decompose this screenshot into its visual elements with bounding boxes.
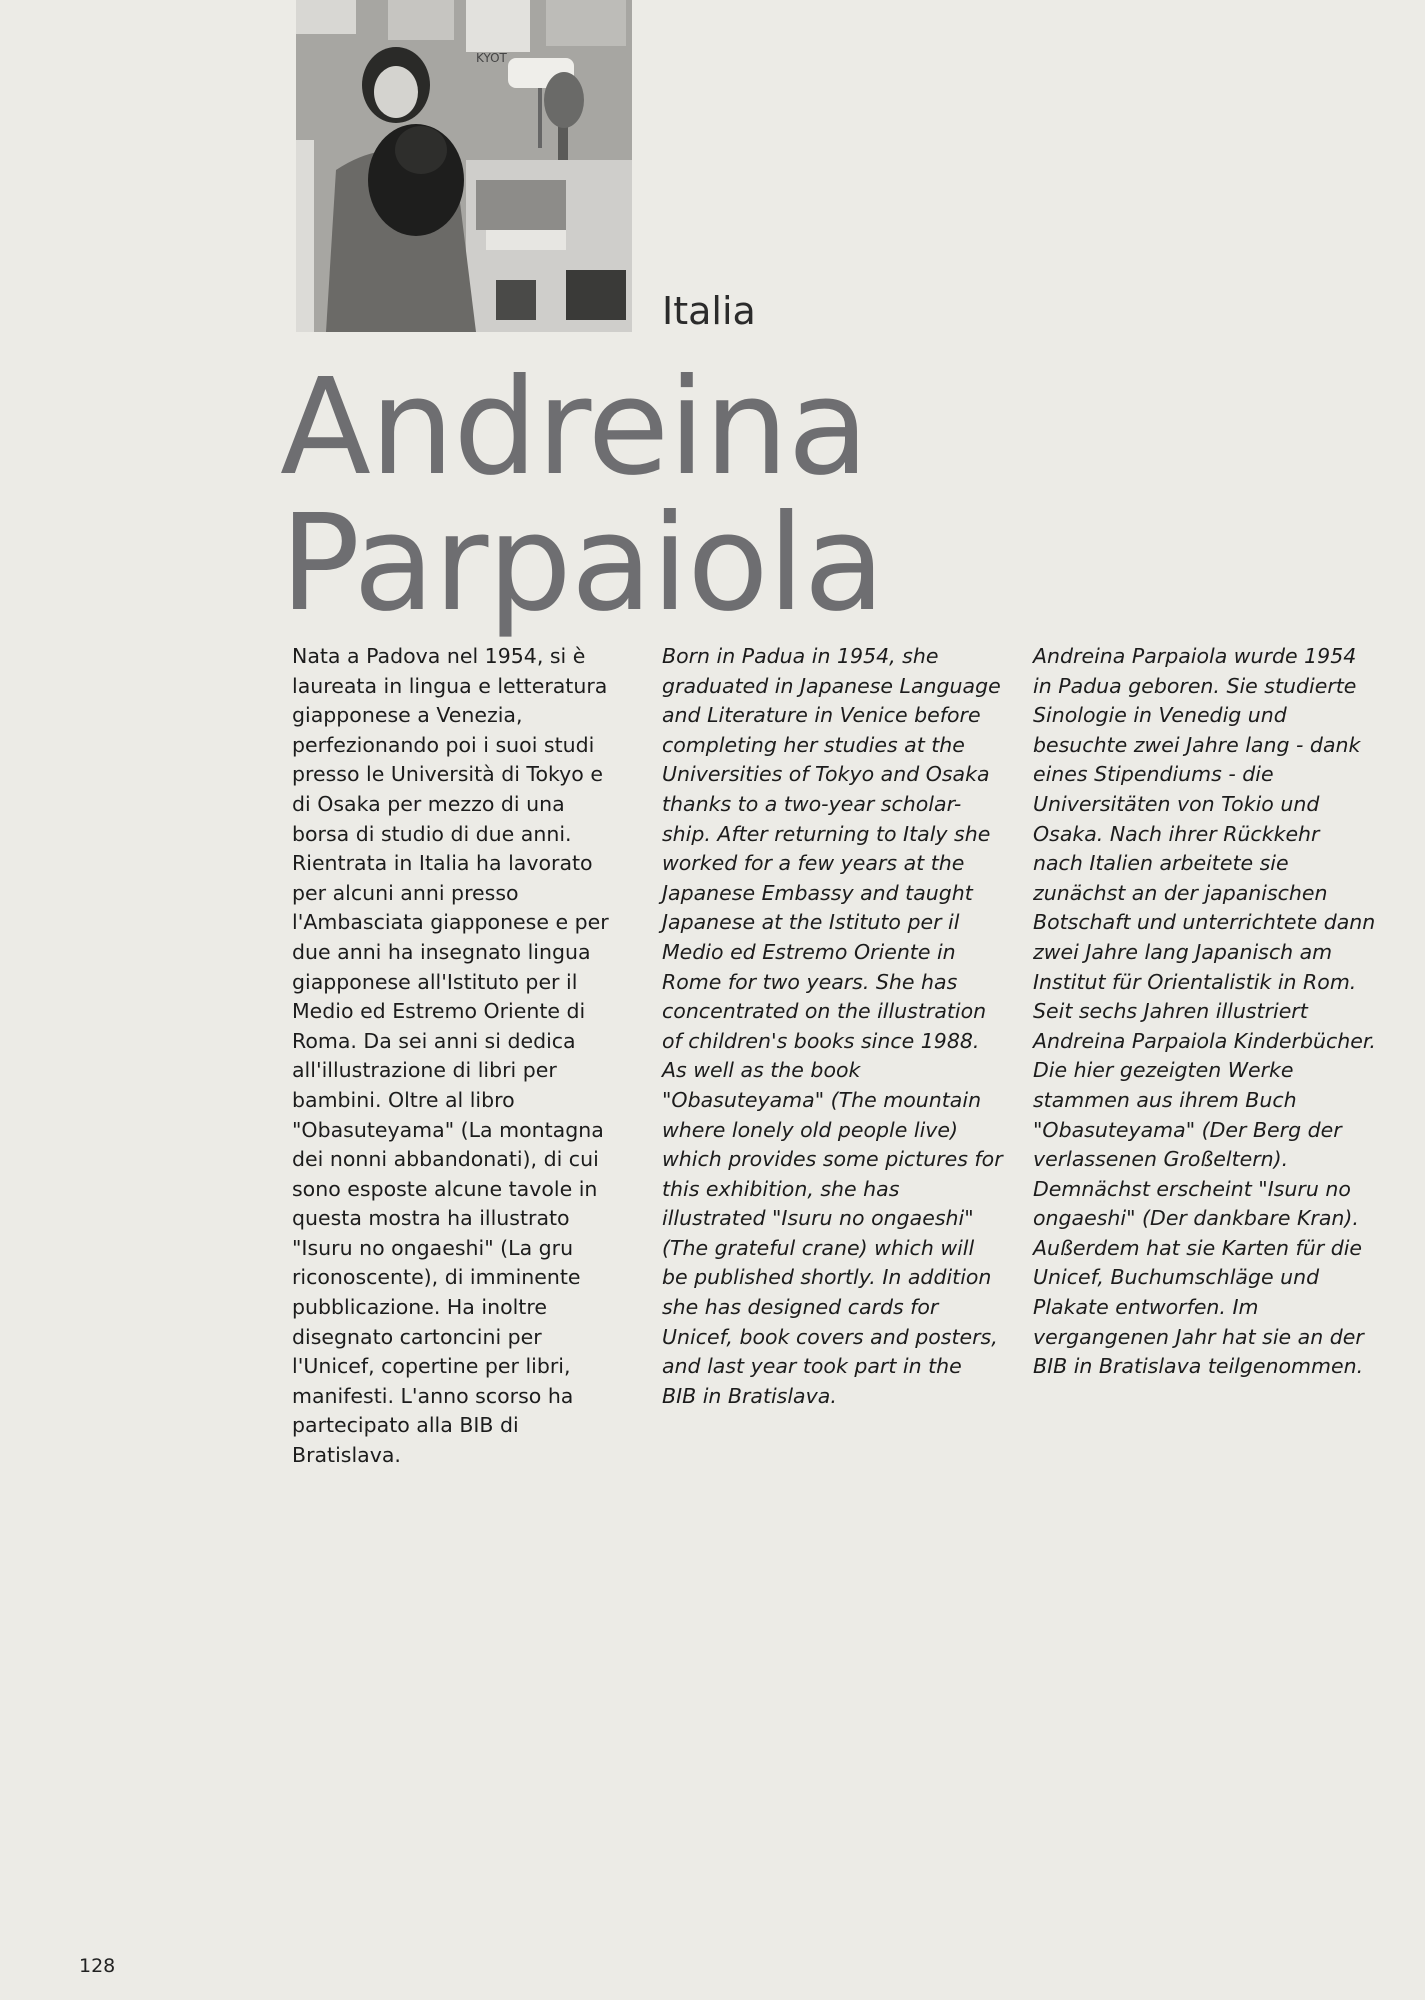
author-name	[280, 351, 885, 641]
author-first-name: Andreina	[280, 351, 869, 505]
biography-english: Born in Padua in 1954, she graduated in Japanese Language and Literature in Venice before completing her studies at the Universities of Tokyo and Osaka thanks to a two-year scholar- ship. After returning to Italy she worked for a few years at the Japanese Embassy and taught Japanese at the Istituto per il Medio ed Estremo Oriente in Rome for two years. She has concentrated on the illustration of children's books since 1988. As well as the book "Obasuteyama" (The mountain where lonely old people live) which provides some pictures for this exhibition, she has illustrated "Isuru no ongaeshi" (The grateful crane) which will be published shortly. In addition she has designed cards for Unicef, book covers and posters, and last year took part in the BIB in Bratislava.	[662, 644, 1003, 1408]
page-number: 128	[79, 1955, 116, 1977]
author-last-name: Parpaiola	[280, 487, 885, 641]
country-label: Italia	[662, 289, 756, 333]
biography-italian: Nata a Padova nel 1954, si è laureata in lingua e letteratura giapponese a Venezia, perfezionando poi i suoi studi presso le Università di Tokyo e di Osaka per mezzo di una borsa di studio di due anni. Rientrata in Italia ha lavorato per alcuni anni presso l'Ambasciata giapponese e per due anni ha insegnato lingua giapponese all'Istituto per il Medio ed Estremo Oriente di Roma. Da sei anni si dedica all'illustrazione di libri per bambini. Oltre al libro "Obasuteyama" (La montagna dei nonni abbandonati), di cui sono esposte alcune tavole in questa mostra ha illustrato "Isuru no ongaeshi" (La gru riconoscente), di imminente pubblicazione. Ha inoltre disegnato cartoncini per l'Unicef, copertine per libri, manifesti. L'anno scorso ha partecipato alla BIB di Bratislava.	[292, 644, 609, 1468]
portrait-photo-icon	[296, 0, 632, 332]
biography-german: Andreina Parpaiola wurde 1954 in Padua geboren. Sie studierte Sinologie in Venedig und besuchte zwei Jahre lang - dank eines Stipendiums - die Universitäten von Tokio und Osaka. Nach ihrer Rückkehr nach Italien arbeitete sie zunächst an der japanischen Botschaft und unterrichtete dann zwei Jahre lang Japanisch am Institut für Orientalistik in Rom. Seit sechs Jahren illustriert Andreina Parpaiola Kinderbücher. Die hier gezeigten Werke stammen aus ihrem Buch "Obasuteyama" (Der Berg der verlassenen Großeltern). Demnächst erscheint "Isuru no ongaeshi" (Der dankbare Kran). Außerdem hat sie Karten für die Unicef, Buchumschläge und Plakate entworfen. Im vergangenen Jahr hat sie an der BIB in Bratislava teilgenommen.	[1033, 644, 1376, 1379]
portrait-photo	[296, 0, 632, 332]
sign-text: KYOT	[476, 51, 507, 65]
